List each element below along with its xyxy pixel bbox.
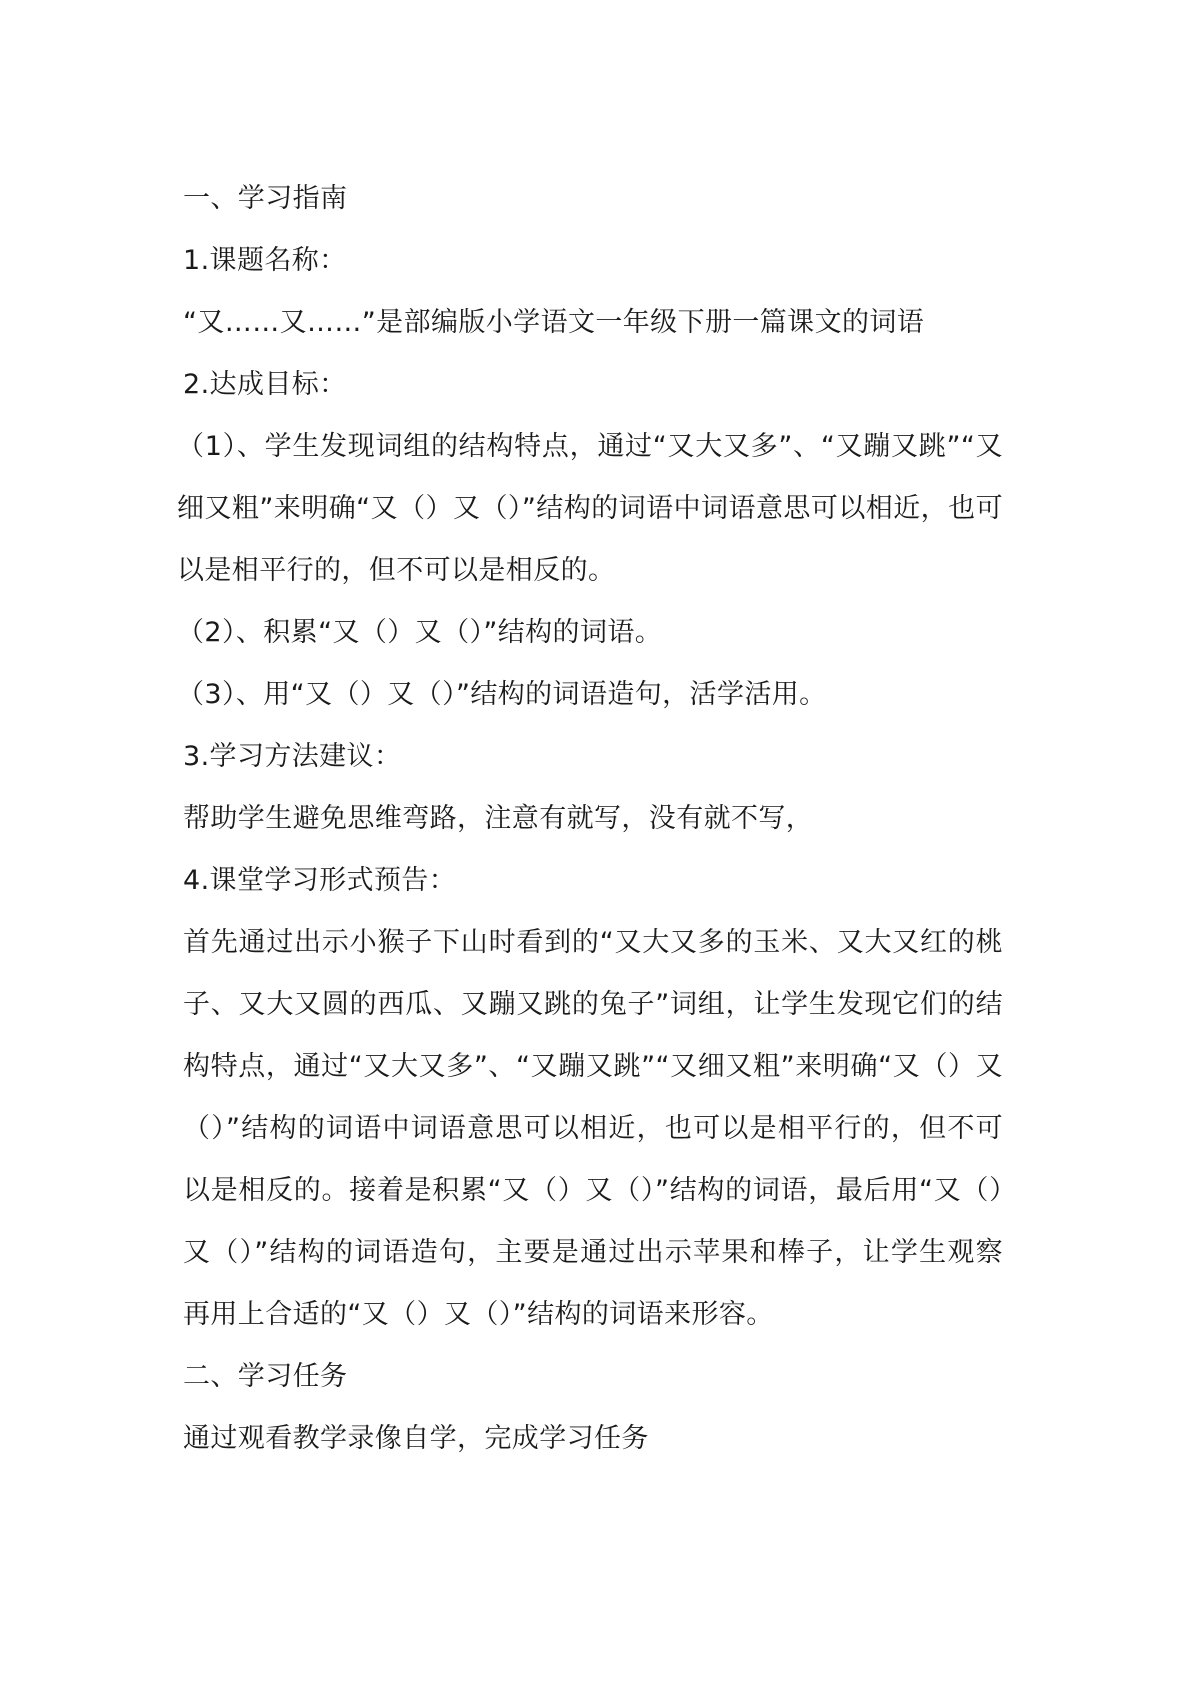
document-page	[177, 168, 1003, 1470]
goal-1: （1）、学生发现词组的结构特点，通过“又大又多”、“又蹦又跳”“又细又粗”来明确“又（）又（）”结构的词语中词语意思可以相近，也可以是相平行的，但不可以是相反的。	[177, 431, 1003, 586]
section-body-study-task: 通过观看教学录像自学，完成学习任务	[183, 1423, 649, 1454]
item-title-class-form: 4.课堂学习形式预告：	[183, 865, 457, 896]
item-body-method: 帮助学生避免思维弯路，注意有就写，没有就不写，	[183, 803, 814, 834]
item-title-topic: 1.课题名称：	[183, 245, 347, 276]
section-heading-study-guide: 一、学习指南	[183, 183, 348, 214]
item-title-method: 3.学习方法建议：	[183, 741, 402, 772]
section-heading-study-task: 二、学习任务	[183, 1361, 348, 1392]
item-body-class-form: 首先通过出示小猴子下山时看到的“又大又多的玉米、又大又红的桃子、又大又圆的西瓜、又蹦又跳的兔子”词组，让学生发现它们的结构特点，通过“又大又多”、“又蹦又跳”“又细又粗”来明确“又（）又（）”结构的词语中词语意思可以相近，也可以是相平行的，但不可以是相反的。接着是积累“又（）又（）”结构的词语，最后用“又（）又（）”结构的词语造句，主要是通过出示苹果和棒子，让学生观察再用上合适的“又（）又（）”结构的词语来形容。	[183, 927, 1003, 1330]
goal-3: （3）、用“又（）又（）”结构的词语造句，活学活用。	[177, 679, 827, 710]
item-body-topic: “又……又……”是部编版小学语文一年级下册一篇课文的词语	[183, 307, 925, 338]
goal-2: （2）、积累“又（）又（）”结构的词语。	[177, 617, 663, 648]
item-title-goals: 2.达成目标：	[183, 369, 347, 400]
